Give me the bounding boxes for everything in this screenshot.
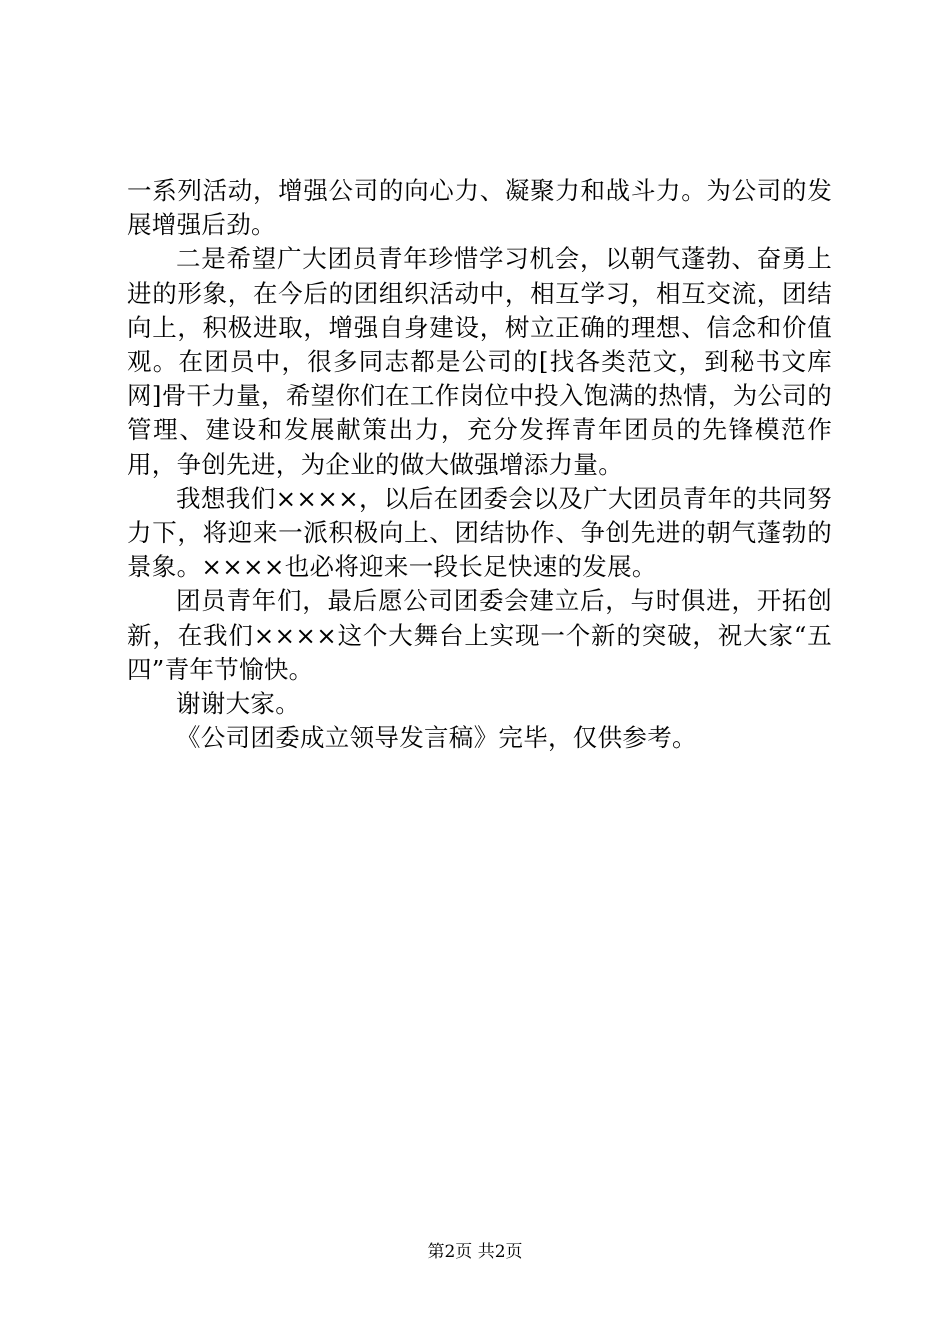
page-number-footer: 第2页 共2页 (427, 1242, 523, 1262)
paragraph-blessing: 团员青年们，最后愿公司团委会建立后，与时俱进，开拓创新，在我们××××这个大舞台上实现一个新的突破，祝大家“五四”青年节愉快。 (127, 586, 832, 684)
paragraph-continuation: 一系列活动，增强公司的向心力、凝聚力和战斗力。为公司的发展增强后劲。 (127, 176, 832, 240)
document-body (127, 174, 832, 755)
paragraph-closing-note: 《公司团委成立领导发言稿》完毕，仅供参考。 (176, 723, 697, 753)
paragraph-outlook: 我想我们××××，以后在团委会以及广大团员青年的共同努力下，将迎来一派积极向上、团结协作、争创先进的朝气蓬勃的景象。××××也必将迎来一段长足快速的发展。 (127, 483, 832, 582)
paragraph-second-hope: 二是希望广大团员青年珍惜学习机会，以朝气蓬勃、奋勇上进的形象，在今后的团组织活动中，相互学习，相互交流，团结向上，积极进取，增强自身建设，树立正确的理想、信念和价值观。在团员中，很多同志都是公司的[找各类范文，到秘书文库网]骨干力量，希望你们在工作岗位中投入饱满的热情，为公司的管理、建设和发展献策出力，充分发挥青年团员的先锋模范作用，争创先进，为企业的做大做强增添力量。 (127, 244, 832, 479)
paragraph-thanks: 谢谢大家。 (176, 689, 300, 719)
